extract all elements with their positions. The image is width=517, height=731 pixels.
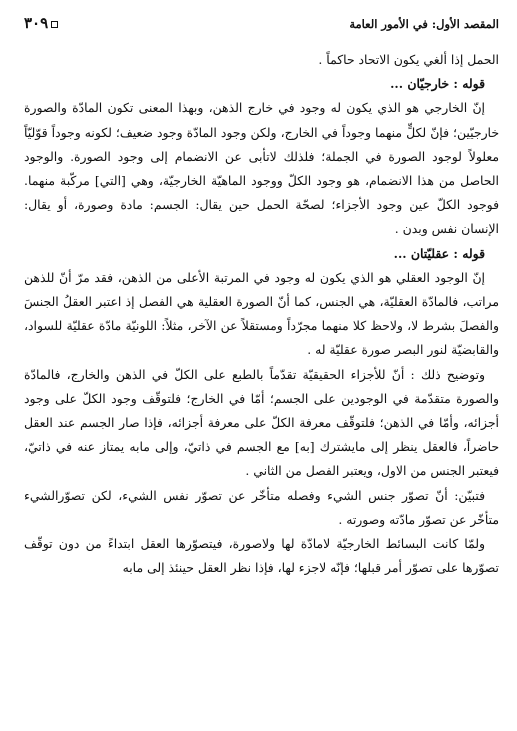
paragraph: إنّ الخارجي هو الذي يكون له وجود في خارج الذهن، وبهذا المعنى تكون المادّة والصورة خارجيّين؛ فإنّ لكلٍّ منهما وجوداً في الخارج، ولكن وجود المادّة وجود ضعيف؛ لكونه وجوداً قوّليّاً معلولاً لوجود الصورة في الجملة؛ فلذلك لاتأبى عن الانضمام إلى وجود الصورة. والوجود الحاصل من هذا الانضمام، هو وجود الكلّ ووجود الماهيّة الخارجيّة، وهي [التي] مركّبة منهما. فوجود الكلّ عين وجود الأجزاء؛ لصحّة الحمل حين يقال: الجسم: مادة وصورة، أو يقال: الإنسان نفس وبدن . <box>24 100 499 237</box>
paragraph: الحمل إذا ألغي يكون الاتحاد حاكماً . <box>318 52 499 67</box>
page <box>24 14 499 580</box>
paragraph: فتبيّن: أنّ تصوّر جنس الشيء وفصله متأخّر عن تصوّر نفس الشيء، لكن تصوّرالشيء متأخّر عن تصوّر مادّته وصورته . <box>24 487 499 527</box>
page-number-text: ٣٠٩ <box>24 14 49 32</box>
body-text <box>24 48 499 580</box>
running-title: المقصد الأول: في الأمور العامة <box>349 17 499 31</box>
paragraph: وتوضيح ذلك : أنّ للأجزاء الحقيقيّة تقدّماً بالطبع على الكلّ في الذهن والخارج، فالمادّة والصورة متقدّمة في الوجودين على الجسم؛ أمّا في الخارج؛ فلتوقّف وجود الكلّ على وجود أجزائه، وأمّا في الذهن؛ فلتوقّف معرفة الكلّ على معرفة أجزائه، فإذا صار الجسم عند العقل حاضراً، فالعقل ينظر إلى مايشترك [به] مع الجسم في ذاتيّ، وإلى مابه يمتاز عنه في ذاتيّ، فيعتبر الجنس من الاول، ويعتبر الفصل من الثاني . <box>24 366 499 479</box>
paragraph: ولمّا كانت البسائط الخارجيّة لامادّة لها ولاصورة، فيتصوّرها العقل ابتداءً من دون توقّف تصوّرها على تصوّر أمر قبلها؛ فإنّه لاجزء لها، فإذا نظر العقل حينئذ إلى مابه <box>24 536 499 576</box>
square-ornament-icon <box>51 21 58 28</box>
quote-heading: قوله : خارجيّان ... <box>390 76 485 92</box>
running-header <box>24 14 499 48</box>
quote-heading: قوله : عقليّتان ... <box>393 245 485 261</box>
page-number <box>24 14 58 32</box>
paragraph: إنّ الوجود العقلي هو الذي يكون له وجود في المرتبة الأعلى من الذهن، فقد مرّ أنّ للذهن مراتب، فالمادّة العقليّة، هي الجنس، كما أنّ الصورة العقلية هي الفصل إذ اعتبر العقلُ الجنسَ والفصلَ بشرط لا، ولاحظ كلا منهما مجرّداً ومستقلاً عن الآخر، مثلاً: اللونيّة مادّة عقليّة للسواد، والقابضيّة لنور البصر صورة عقليّة له . <box>24 269 499 358</box>
